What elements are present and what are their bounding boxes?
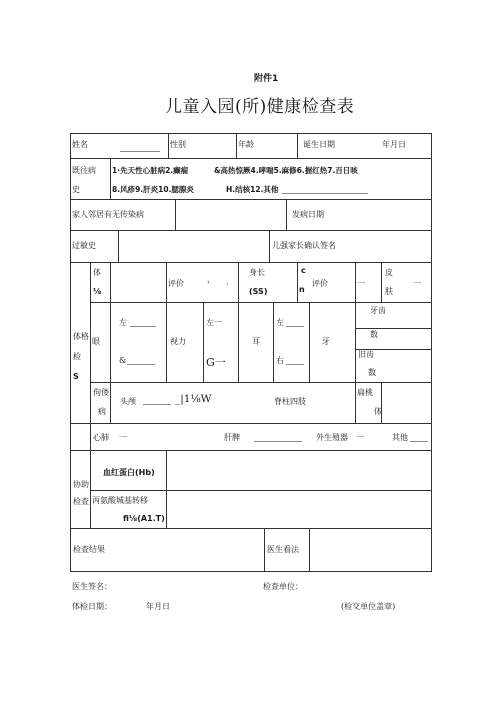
name-label: 姓名: [72, 140, 88, 149]
doctor-opinion-label: 医生看法: [267, 545, 299, 554]
rickets-label-2: 病: [98, 407, 106, 416]
dot-mark: ·: [226, 280, 229, 289]
dash-mark-1: 一: [357, 279, 365, 288]
heart-lung-label: 心肺: [93, 433, 109, 442]
result-label: 检查结果: [73, 545, 105, 554]
lab-label: 协助: [73, 480, 89, 489]
dash-mark-2: 一: [413, 279, 421, 288]
teeth-count-label: 牙齿: [370, 306, 386, 315]
ear-right-label: 右: [276, 356, 284, 365]
other-label: 其他: [392, 433, 408, 442]
allergy-label: 过敏史: [72, 241, 96, 250]
head-label: 头颅: [120, 397, 136, 406]
vision-label: 视力: [170, 337, 186, 346]
exam-unit-label: 检查单位：: [263, 582, 303, 591]
weight-label: 体: [93, 268, 101, 277]
guardian-sign-label: 儿强家长确认签名: [272, 241, 336, 250]
teeth-count-label-2: 数: [370, 330, 378, 339]
eye-left-field[interactable]: [130, 326, 156, 327]
family-disease-label: 家人邻居有无传染病: [72, 210, 144, 219]
birth-date-label: 诞生日期: [303, 140, 335, 149]
vision-right-label: G一: [206, 356, 226, 369]
skin-label-2: 肤: [385, 287, 393, 296]
history-options-1: 1·先天性心脏病2.癫痫: [112, 166, 189, 175]
physical-label-2: 检: [73, 352, 81, 361]
history-options-2b: H.结核12.其他: [226, 185, 279, 194]
teeth-label: 牙: [322, 337, 330, 346]
attachment-label: 附件1: [254, 74, 279, 84]
comma-mark: ，: [207, 275, 215, 284]
onset-date-label: 发病日期: [292, 210, 324, 219]
history-other-field[interactable]: [282, 193, 368, 194]
rickets-label: 佝偻: [93, 388, 109, 397]
history-options-2: 8.风疹9.肝炎10.腮腺炎: [112, 185, 194, 194]
exam-date-label: 体检日期：: [72, 602, 112, 611]
eye-right-field[interactable]: [127, 364, 155, 365]
liver-spleen-field[interactable]: [254, 441, 302, 442]
dash-mark-3: 一: [119, 433, 127, 442]
physical-label: 体格: [73, 332, 89, 341]
weight-eval-label: 评价: [168, 279, 184, 288]
tonsil-label-2: 体: [374, 407, 382, 416]
liver-spleen-label: 肝脾: [224, 433, 240, 442]
caries-label-2: 数: [368, 368, 376, 377]
ear-left-field[interactable]: [286, 326, 304, 327]
other-field[interactable]: [410, 441, 428, 442]
ear-label: 耳: [252, 337, 260, 346]
eye-right-label: &: [119, 356, 127, 365]
doctor-sign-label: 医生签名：: [72, 582, 112, 591]
physical-label-3: S: [73, 372, 79, 381]
ear-left-label: 左: [276, 318, 284, 327]
history-label: 既往病: [72, 166, 96, 175]
birth-date-ymd: 年月日: [382, 140, 406, 149]
history-label-2: 史: [72, 185, 80, 194]
eye-left-label: 左: [119, 318, 127, 327]
spine-label: 脊柱四肢: [274, 397, 306, 406]
lab-label-2: 检查: [73, 497, 89, 506]
exam-date-ymd: 年月日: [146, 602, 170, 611]
ear-right-field[interactable]: [286, 364, 304, 365]
name-field[interactable]: [120, 151, 160, 152]
hemoglobin-label: 血红蛋白(Hb): [103, 468, 155, 477]
history-options-1b: &高热惊厥4.哮喘5.麻修6.握红热7.百日咳: [214, 166, 358, 175]
vision-left-label: 左一: [206, 318, 222, 327]
n-mark: n: [299, 285, 305, 294]
height-label: 身长: [249, 268, 265, 277]
alt-label: 丙氨酸城基转移: [92, 496, 148, 505]
c-mark: c: [301, 266, 306, 275]
dash-mark-4: 一: [356, 433, 364, 442]
alt-label-2: fi⅛(A1.T): [123, 514, 165, 523]
eye-label: 眼: [92, 337, 100, 346]
height-sub-label: (SS): [249, 287, 268, 296]
stamp-label: (检交单位盖章): [341, 602, 396, 611]
genitals-label: 外生殖器: [316, 433, 348, 442]
skin-label: 皮: [385, 268, 393, 277]
chest-mark: _|1⅛W: [175, 393, 212, 405]
age-label: 年龄: [238, 140, 254, 149]
head-field[interactable]: [143, 404, 171, 405]
gender-label: 性别: [170, 140, 186, 149]
height-eval-label: 评价: [312, 279, 328, 288]
caries-label: 旧齿: [358, 350, 374, 359]
weight-label-2: ⅛: [93, 287, 102, 296]
tonsil-label: 扁桃: [357, 388, 373, 397]
page-title: 儿童入园(所)健康检查表: [165, 97, 355, 117]
